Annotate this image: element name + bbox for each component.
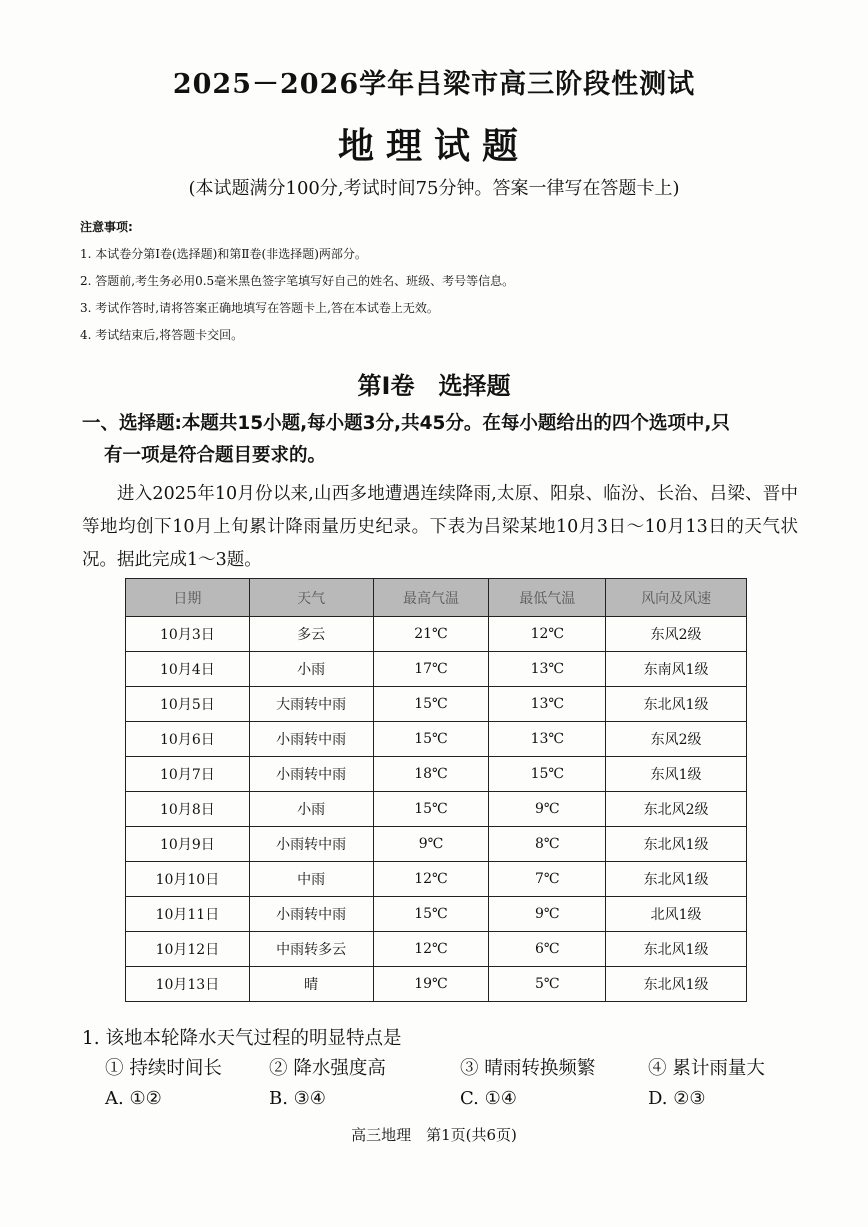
cell-wind: 东北风1级 [606, 827, 747, 862]
cell-wind: 东风1级 [606, 757, 747, 792]
cell-low-temp: 8℃ [489, 827, 606, 862]
table-row [126, 687, 747, 722]
table-row [126, 932, 747, 967]
cell-low-temp: 13℃ [489, 687, 606, 722]
exam-title: 2025－2026学年吕梁市高三阶段性测试 [172, 69, 696, 100]
cell-low-temp: 9℃ [489, 792, 606, 827]
instructions-line: 有一项是符合题目要求的。 [104, 445, 327, 466]
answer-choices [105, 1088, 805, 1118]
note-item: 3. 考试作答时,请将答案正确地填写在答题卡上,答在本试卷上无效。 [80, 301, 439, 315]
reading-passage [82, 478, 798, 577]
cell-weather: 小雨 [249, 792, 373, 827]
cell-weather: 小雨转中雨 [249, 897, 373, 932]
header-date: 日期 [126, 579, 250, 617]
cell-weather: 小雨 [249, 652, 373, 687]
cell-high-temp: 18℃ [373, 757, 489, 792]
cell-low-temp: 13℃ [489, 652, 606, 687]
table-row [126, 897, 747, 932]
section-title: 第Ⅰ卷 选择题 [357, 372, 511, 400]
cell-wind: 北风1级 [606, 897, 747, 932]
cell-high-temp: 9℃ [373, 827, 489, 862]
subject-title: 地理试题 [337, 125, 530, 167]
cell-high-temp: 15℃ [373, 897, 489, 932]
statement-item: ① 持续时间长 [105, 1058, 222, 1079]
cell-weather: 晴 [249, 967, 373, 1002]
table-header-row [126, 579, 747, 617]
cell-high-temp: 15℃ [373, 687, 489, 722]
choice-option[interactable]: D. ②③ [648, 1088, 706, 1109]
cell-date: 10月3日 [126, 617, 250, 652]
table-row [126, 792, 747, 827]
cell-weather: 大雨转中雨 [249, 687, 373, 722]
cell-high-temp: 21℃ [373, 617, 489, 652]
header-low-temp: 最低气温 [489, 579, 606, 617]
cell-date: 10月8日 [126, 792, 250, 827]
table-row [126, 757, 747, 792]
cell-wind: 东北风1级 [606, 687, 747, 722]
cell-low-temp: 5℃ [489, 967, 606, 1002]
passage-text: 进入2025年10月份以来,山西多地遭遇连续降雨,太原、阳泉、临汾、长治、吕梁、晋中等地均创下10月上旬累计降雨量历史纪录。下表为吕梁某地10月3日～10月13日的天气状况。据此完成1～3题。 [82, 484, 798, 570]
cell-date: 10月5日 [126, 687, 250, 722]
page-footer: 高三地理 第1页(共6页) [351, 1126, 517, 1144]
cell-date: 10月11日 [126, 897, 250, 932]
note-item: 2. 答题前,考生务必用0.5毫米黑色签字笔填写好自己的姓名、班级、考号等信息。 [80, 274, 515, 288]
cell-date: 10月13日 [126, 967, 250, 1002]
header-weather: 天气 [249, 579, 373, 617]
choice-option[interactable]: A. ①② [105, 1088, 162, 1109]
question-statements [105, 1054, 805, 1084]
weather-table [125, 578, 747, 1002]
table-row [126, 617, 747, 652]
cell-high-temp: 19℃ [373, 967, 489, 1002]
note-item: 1. 本试卷分第Ⅰ卷(选择题)和第Ⅱ卷(非选择题)两部分。 [80, 247, 367, 261]
statement-item: ③ 晴雨转换频繁 [460, 1058, 596, 1079]
cell-high-temp: 12℃ [373, 932, 489, 967]
cell-low-temp: 7℃ [489, 862, 606, 897]
cell-low-temp: 13℃ [489, 722, 606, 757]
cell-wind: 东南风1级 [606, 652, 747, 687]
question-stem: 1. 该地本轮降水天气过程的明显特点是 [82, 1028, 402, 1049]
table-row [126, 967, 747, 1002]
exam-info: (本试题满分100分,考试时间75分钟。答案一律写在答题卡上) [188, 178, 680, 199]
cell-high-temp: 15℃ [373, 792, 489, 827]
cell-high-temp: 15℃ [373, 722, 489, 757]
table-row [126, 722, 747, 757]
statement-item: ② 降水强度高 [269, 1058, 386, 1079]
choice-option[interactable]: B. ③④ [269, 1088, 326, 1109]
cell-high-temp: 17℃ [373, 652, 489, 687]
header-high-temp: 最高气温 [373, 579, 489, 617]
cell-date: 10月4日 [126, 652, 250, 687]
cell-high-temp: 12℃ [373, 862, 489, 897]
cell-wind: 东风2级 [606, 617, 747, 652]
cell-low-temp: 12℃ [489, 617, 606, 652]
table-row [126, 652, 747, 687]
cell-low-temp: 15℃ [489, 757, 606, 792]
cell-date: 10月10日 [126, 862, 250, 897]
cell-weather: 小雨转中雨 [249, 827, 373, 862]
table-row [126, 827, 747, 862]
cell-weather: 多云 [249, 617, 373, 652]
cell-wind: 东北风1级 [606, 862, 747, 897]
cell-date: 10月9日 [126, 827, 250, 862]
section-instructions [82, 408, 798, 472]
notes-list [80, 246, 514, 354]
statement-item: ④ 累计雨量大 [648, 1058, 765, 1079]
cell-wind: 东风2级 [606, 722, 747, 757]
cell-wind: 东北风2级 [606, 792, 747, 827]
cell-weather: 小雨转中雨 [249, 722, 373, 757]
cell-wind: 东北风1级 [606, 967, 747, 1002]
instructions-line: 一、选择题:本题共15小题,每小题3分,共45分。在每小题给出的四个选项中,只 [82, 413, 730, 434]
cell-weather: 中雨 [249, 862, 373, 897]
table-row [126, 862, 747, 897]
note-item: 4. 考试结束后,将答题卡交回。 [80, 328, 244, 342]
cell-date: 10月12日 [126, 932, 250, 967]
cell-weather: 小雨转中雨 [249, 757, 373, 792]
cell-low-temp: 6℃ [489, 932, 606, 967]
cell-wind: 东北风1级 [606, 932, 747, 967]
cell-weather: 中雨转多云 [249, 932, 373, 967]
cell-date: 10月6日 [126, 722, 250, 757]
cell-low-temp: 9℃ [489, 897, 606, 932]
header-wind: 风向及风速 [606, 579, 747, 617]
table-body [126, 617, 747, 1002]
notes-heading: 注意事项: [80, 220, 133, 234]
cell-date: 10月7日 [126, 757, 250, 792]
choice-option[interactable]: C. ①④ [460, 1088, 517, 1109]
